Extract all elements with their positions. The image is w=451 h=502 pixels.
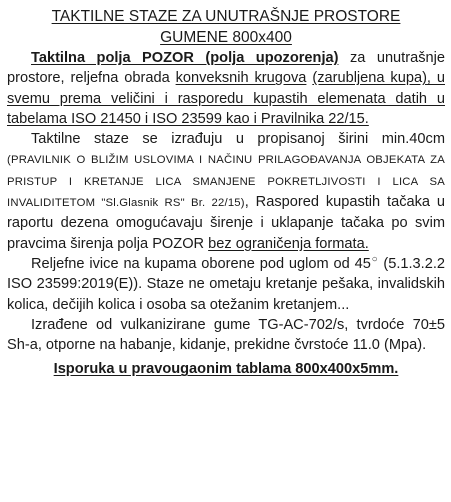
title-line-1: TAKTILNE STAZE ZA UNUTRAŠNJE PROSTORE — [51, 8, 401, 25]
paragraph-material — [7, 315, 445, 356]
p4-text: Izrađene od vulkanizirane gume TG-AC-702/s, tvrdoće 70±5 Sh-a, otporne na habanje, kidanje, prekidne čvrstoće 11.0 (Mpa). — [7, 316, 445, 354]
p2-text-a: Taktilne staze se izrađuju u propisanoj širini min.40cm — [31, 131, 445, 148]
convex-circles-text: konveksnih krugova — [175, 70, 307, 87]
title-line-2: GUMENE 800x400 — [160, 29, 292, 46]
no-format-limit-text: bez ograničenja formata. — [208, 235, 369, 252]
p3-text-a: Reljefne ivice na kupama oborene pod uglom od 45 — [31, 255, 371, 272]
degree-symbol: ○ — [370, 254, 379, 266]
paragraph-tactile-fields — [7, 48, 445, 129]
paragraph-width — [7, 129, 445, 254]
document-title — [7, 6, 445, 48]
paragraph-edges — [7, 254, 445, 315]
paragraph-delivery — [7, 359, 445, 379]
p2-text-b: , Raspored kupastih tačaka u raportu dezena omogućavaju širenje i uklapanje tačaka po svim pravcima širenja polja POZOR — [7, 194, 445, 252]
p1-text-a: za unutrašnje prostore, reljefna obrada — [7, 50, 445, 87]
iso-reference-text: (zarubljena kupa), u svemu prema veličini i rasporedu kupastih elemenata datih u tabelama ISO 21450 i ISO 23599 kao i Pravilnika 22/15. — [7, 70, 445, 127]
p3-text-b: (5.1.3.2.2 ISO 23599:2019(E)). Staze ne ometaju kretanje pešaka, invalidskih kolica, dečijih kolica i osoba sa otežanim kretanjem... — [7, 255, 445, 313]
delivery-text: Isporuka u pravougaonim tablama 800x400x5mm. — [53, 361, 399, 378]
regulation-reference: (PRAVILNIK O BLIŽIM USLOVIMA I NAČINU PRILAGOĐAVANJA OBJEKATA ZA PRISTUP I KRETANJE LICA SMANJENE POKRETLJIVOSTI I LICA SA INVALIDITETOM "Sl.Glasnik RS" Br. 22/15) — [7, 154, 445, 210]
tactile-fields-heading: Taktilna polja POZOR (polja upozorenja) — [31, 50, 339, 66]
